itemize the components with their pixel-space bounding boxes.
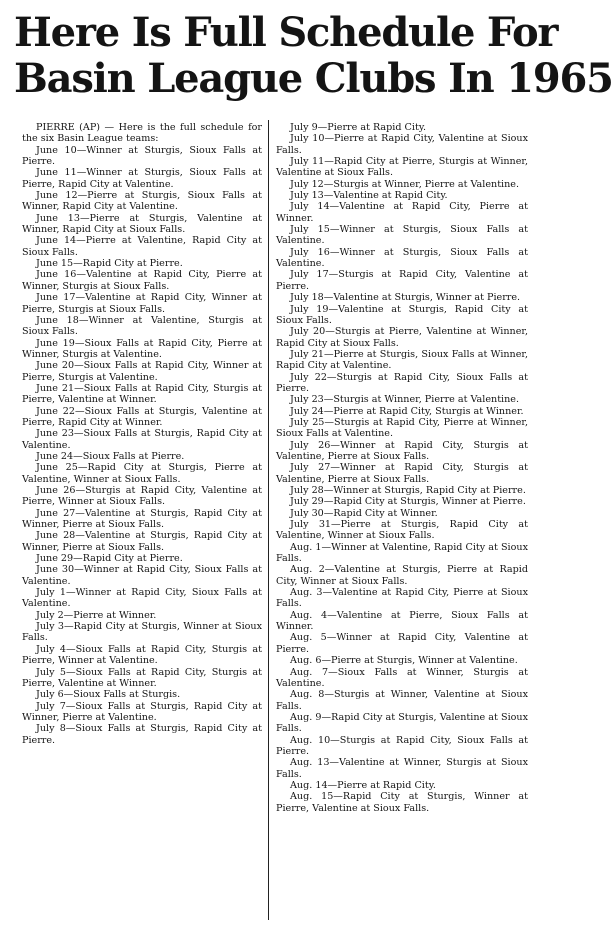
schedule-entry: July 20—Sturgis at Pierre, Valentine at Winner, Rapid City at Sioux Falls. xyxy=(276,326,528,349)
schedule-entry: July 5—Sioux Falls at Rapid City, Sturgis at Pierre, Valentine at Winner. xyxy=(22,666,262,689)
schedule-entry: July 9—Pierre at Rapid City. xyxy=(290,122,427,133)
schedule-entry: July 28—Winner at Sturgis, Rapid City at Pierre. xyxy=(290,485,526,496)
schedule-entry: July 11—Rapid City at Pierre, Sturgis at Winner, Valentine at Sioux Falls. xyxy=(276,156,528,179)
schedule-entry: July 27—Winner at Rapid City, Sturgis at Valentine, Pierre at Sioux Falls. xyxy=(276,462,528,485)
schedule-entry: Aug. 6—Pierre at Sturgis, Winner at Valentine. xyxy=(290,655,518,667)
schedule-entry: July 26—Winner at Rapid City, Sturgis at Valentine, Pierre at Sioux Falls. xyxy=(276,439,528,462)
headline-line-1: Here Is Full Schedule For xyxy=(14,9,558,56)
schedule-entry: June 18—Winner at Valentine, Sturgis at Sioux Falls. xyxy=(22,314,262,338)
schedule-entry: July 21—Pierre at Sturgis, Sioux Falls at Winner, Rapid City at Valentine. xyxy=(276,348,528,372)
schedule-entry: July 24—Pierre at Rapid City, Sturgis at Winner. xyxy=(290,405,524,417)
schedule-entry: Aug. 4—Valentine at Pierre, Sioux Falls at Winner. xyxy=(276,609,528,633)
schedule-entry: June 11—Winner at Sturgis, Sioux Falls at Pierre, Rapid City at Valentine. xyxy=(22,167,262,190)
schedule-entry: Aug. 3—Valentine at Rapid City, Pierre at Sioux Falls. xyxy=(276,587,528,610)
schedule-entry: June 24—Sioux Falls at Pierre. xyxy=(36,450,185,462)
schedule-entry: Aug. 8—Sturgis at Winner, Valentine at Sioux Falls. xyxy=(276,689,528,712)
schedule-entry: Aug. 2—Valentine at Sturgis, Pierre at Rapid City, Winner at Sioux Falls. xyxy=(276,564,528,587)
schedule-entry: Aug. 7—Sioux Falls at Winner, Sturgis at Valentine. xyxy=(276,666,528,689)
schedule-entry: June 14—Pierre at Valentine, Rapid City at Sioux Falls. xyxy=(22,235,262,258)
schedule-entry: July 25—Sturgis at Rapid City, Pierre at Winner, Sioux Falls at Valentine. xyxy=(276,416,528,440)
schedule-entry: July 2—Pierre at Winner. xyxy=(36,609,157,621)
schedule-entry: July 14—Valentine at Rapid City, Pierre at Winner. xyxy=(276,201,528,224)
schedule-entry: June 30—Winner at Rapid City, Sioux Falls at Valentine. xyxy=(22,564,262,587)
schedule-entry: July 29—Rapid City at Sturgis, Winner at Pierre. xyxy=(290,496,526,508)
schedule-entry: June 23—Sioux Falls at Sturgis, Rapid City at Valentine. xyxy=(22,428,262,451)
schedule-entry: July 31—Pierre at Sturgis, Rapid City at Valentine, Winner at Sioux Falls. xyxy=(276,519,528,542)
right-column xyxy=(276,122,528,814)
schedule-entry: July 23—Sturgis at Winner, Pierre at Valentine. xyxy=(290,394,520,406)
schedule-entry: July 17—Sturgis at Rapid City, Valentine at Pierre. xyxy=(276,269,528,292)
schedule-entry: July 8—Sioux Falls at Sturgis, Rapid City at Pierre. xyxy=(22,723,262,746)
schedule-entry: July 13—Valentine at Rapid City. xyxy=(290,190,448,202)
schedule-entry: June 20—Sioux Falls at Rapid City, Winner at Pierre, Sturgis at Valentine. xyxy=(22,360,262,383)
schedule-entry: Aug. 1—Winner at Valentine, Rapid City at Sioux Falls. xyxy=(276,541,528,565)
schedule-entry: June 15—Rapid City at Pierre. xyxy=(36,258,183,270)
schedule-entry: July 19—Valentine at Sturgis, Rapid City at Sioux Falls. xyxy=(276,303,528,326)
schedule-entry: Aug. 15—Rapid City at Sturgis, Winner at Pierre, Valentine at Sioux Falls. xyxy=(276,791,528,814)
schedule-entry: June 22—Sioux Falls at Sturgis, Valentine at Pierre, Rapid City at Winner. xyxy=(22,405,262,428)
schedule-entry: July 30—Rapid City at Winner. xyxy=(290,507,438,519)
schedule-entry: July 6—Sioux Falls at Sturgis. xyxy=(36,689,181,701)
schedule-entry: June 25—Rapid City at Sturgis, Pierre at Valentine, Winner at Sioux Falls. xyxy=(22,462,262,485)
schedule-entry: June 19—Sioux Falls at Rapid City, Pierre at Winner, Sturgis at Valentine. xyxy=(22,337,262,360)
schedule-entry: July 7—Sioux Falls at Sturgis, Rapid City at Winner, Pierre at Valentine. xyxy=(22,700,262,723)
article-lead: PIERRE (AP) — Here is the full schedule for the six Basin League teams: xyxy=(22,122,262,145)
schedule-entry: June 29—Rapid City at Pierre. xyxy=(36,553,183,565)
schedule-entry: June 10—Winner at Sturgis, Sioux Falls at Pierre. xyxy=(22,144,262,168)
schedule-entry: June 13—Pierre at Sturgis, Valentine at Winner, Rapid City at Sioux Falls. xyxy=(22,212,262,236)
schedule-entry: July 10—Pierre at Rapid City, Valentine at Sioux Falls. xyxy=(276,133,528,156)
schedule-entry: July 1—Winner at Rapid City, Sioux Falls at Valentine. xyxy=(22,587,262,610)
schedule-entry: Aug. 10—Sturgis at Rapid City, Sioux Falls at Pierre. xyxy=(276,734,528,757)
schedule-entry: July 15—Winner at Sturgis, Sioux Falls at Valentine. xyxy=(276,224,528,247)
schedule-entry: July 22—Sturgis at Rapid City, Sioux Falls at Pierre. xyxy=(276,371,528,394)
schedule-entry: June 27—Valentine at Sturgis, Rapid City at Winner, Pierre at Sioux Falls. xyxy=(22,507,262,531)
schedule-entry: June 26—Sturgis at Rapid City, Valentine at Pierre, Winner at Sioux Falls. xyxy=(22,485,262,508)
schedule-entry: Aug. 13—Valentine at Winner, Sturgis at Sioux Falls. xyxy=(276,757,528,780)
schedule-entry: July 12—Sturgis at Winner, Pierre at Valentine. xyxy=(290,178,520,190)
schedule-entry: Aug. 14—Pierre at Rapid City. xyxy=(290,779,436,791)
schedule-entry: June 12—Pierre at Sturgis, Sioux Falls at Winner, Rapid City at Valentine. xyxy=(22,190,262,213)
headline-line-2: Basin League Clubs In 1965 xyxy=(14,55,613,102)
schedule-entry: June 16—Valentine at Rapid City, Pierre at Winner, Sturgis at Sioux Falls. xyxy=(22,269,262,292)
schedule-entry: July 18—Valentine at Sturgis, Winner at Pierre. xyxy=(290,292,521,304)
schedule-entry: Aug. 5—Winner at Rapid City, Valentine at Pierre. xyxy=(276,632,528,655)
schedule-entry: July 4—Sioux Falls at Rapid City, Sturgis at Pierre, Winner at Valentine. xyxy=(22,643,262,667)
schedule-entry: June 21—Sioux Falls at Rapid City, Sturgis at Pierre, Valentine at Winner. xyxy=(22,382,262,406)
left-column xyxy=(22,122,262,746)
column-divider xyxy=(268,120,269,920)
schedule-entry: June 17—Valentine at Rapid City, Winner at Pierre, Sturgis at Sioux Falls. xyxy=(22,292,262,315)
headline xyxy=(14,9,613,102)
schedule-entry: June 28—Valentine at Sturgis, Rapid City at Winner, Pierre at Sioux Falls. xyxy=(22,530,262,553)
schedule-entry: Aug. 9—Rapid City at Sturgis, Valentine at Sioux Falls. xyxy=(276,711,528,735)
schedule-entry: July 16—Winner at Sturgis, Sioux Falls at Valentine. xyxy=(276,246,528,270)
schedule-entry: July 3—Rapid City at Sturgis, Winner at Sioux Falls. xyxy=(22,621,262,644)
